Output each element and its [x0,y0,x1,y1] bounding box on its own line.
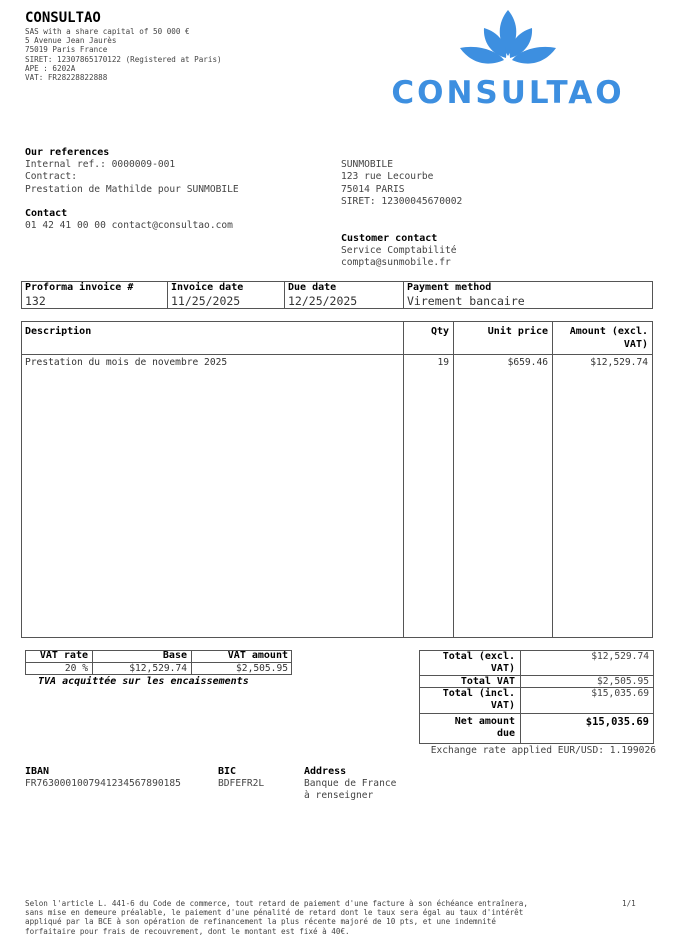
bic-label: BIC [218,766,237,777]
net-amount-label-line1: Net amount [454,716,515,727]
iban-label: IBAN [25,766,50,777]
customer-street: 123 rue Lecourbe [341,171,434,183]
invoice-number: 132 [25,294,46,308]
row-amount: $12,529.74 [590,357,648,368]
payment-method: Virement bancaire [407,294,525,308]
company-siret: SIRET: 12307865170122 (Registered at Paris) [25,54,222,64]
vat-amount-value: $2,505.95 [236,663,288,674]
bank-address [304,778,396,803]
col-amount-line2: VAT) [623,338,648,350]
company-details [25,27,222,82]
logo-text: CONSULTAO [391,75,625,111]
legal-line2: sans mise en demeure préalable, le paiement d'une pénalité de retard dont le taux sera égal au taux d'intérêt [25,908,524,918]
company-capital: SAS with a share capital of 50 000 € [25,27,190,36]
total-excl-label-line2: VAT) [490,663,515,674]
vat-base-value: $12,529.74 [129,663,187,674]
row-description: Prestation du mois de novembre 2025 [25,357,228,368]
net-amount-label [420,716,515,740]
references-details [25,159,239,196]
company-logo [388,8,628,112]
legal-line1: Selon l'article L. 441-6 du Code de commerce, tout retard de paiement d'une facture à son échéance entraînera, [25,899,528,908]
customer-address [341,159,462,209]
customer-siret: SIRET: 12300045670002 [341,196,463,208]
contact-value: 01 42 41 00 00 contact@consultao.com [25,220,233,231]
label-invoice-number: Proforma invoice # [25,282,134,293]
vat-rate-value: 20 % [64,663,88,674]
row-unit-price: $659.46 [507,357,548,368]
company-ape: APE : 6202A [25,63,76,73]
total-incl-value: $15,035.69 [591,688,649,699]
legal-line4: forfaitaire pour frais de recouvrement, dont le montant est fixé à 40€. [25,926,350,936]
iban-value: FR7630001007941234567890185 [25,778,181,789]
lotus-icon [388,8,628,78]
contact-title: Contact [25,208,68,219]
customer-contact-email: compta@sunmobile.fr [341,257,451,269]
legal-notice [25,899,610,936]
total-incl-label-line1: Total (incl. [442,688,515,699]
due-date: 12/25/2025 [288,294,358,308]
company-address-line2: 75019 Paris France [25,45,108,55]
customer-contact [341,245,457,270]
vat-col-amount: VAT amount [227,650,288,661]
company-address-line1: 5 Avenue Jean Jaurès [25,36,117,46]
total-incl-label [420,688,515,712]
internal-ref: Internal ref.: 0000009-001 [25,159,176,170]
line-items-table [21,321,653,638]
customer-city: 75014 PARIS [341,183,405,195]
exchange-rate: Exchange rate applied EUR/USD: 1.199026 [430,745,656,756]
legal-line3: appliqué par la BCE à son opération de refinancement la plus récente majoré de 10 pts, et une indemnité [25,917,496,927]
label-due-date: Due date [288,282,337,293]
page-number: 1/1 [622,899,636,908]
col-amount [553,326,648,351]
company-name: CONSULTAO [25,10,101,26]
total-vat-label: Total VAT [460,676,515,687]
customer-contact-dept: Service Comptabilité [341,245,457,256]
col-qty: Qty [430,326,449,337]
total-excl-label-line1: Total (excl. [442,651,515,662]
vat-note: TVA acquittée sur les encaissements [38,676,249,687]
label-invoice-date: Invoice date [171,282,244,293]
col-amount-line1: Amount (excl. [569,326,648,337]
contract-label: Contract: [25,171,77,183]
vat-col-rate: VAT rate [39,650,88,661]
customer-contact-title: Customer contact [341,233,438,244]
bank-address-line1: Banque de France [304,778,397,789]
customer-name: SUNMOBILE [341,159,393,170]
invoice-date: 11/25/2025 [171,294,241,308]
net-amount-value: $15,035.69 [585,716,649,728]
total-vat-value: $2,505.95 [597,676,649,687]
bank-address-label: Address [304,766,347,777]
label-payment-method: Payment method [407,282,492,293]
net-amount-label-line2: due [496,728,515,739]
row-qty: 19 [437,357,449,368]
col-unit-price: Unit price [487,326,548,337]
total-excl-label [420,651,515,675]
references-title: Our references [25,147,110,158]
col-description: Description [25,326,92,337]
bic-value: BDFEFR2L [218,778,265,789]
contract-value: Prestation de Mathilde pour SUNMOBILE [25,183,239,195]
vat-col-base: Base [162,650,187,661]
total-excl-value: $12,529.74 [591,651,649,662]
total-incl-label-line2: VAT) [490,700,515,711]
bank-address-line2: à renseigner [304,790,374,802]
company-vat: VAT: FR28228822888 [25,73,108,83]
